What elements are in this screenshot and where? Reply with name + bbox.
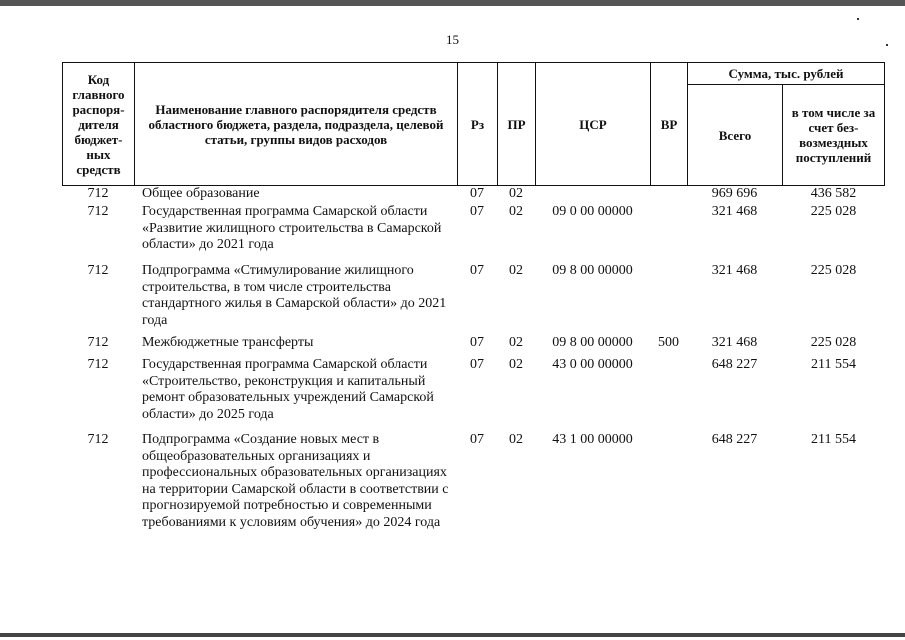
cell-kod: 712: [87, 357, 109, 372]
cell-csr: 09 8 00 00000: [552, 263, 633, 278]
cell-pr: 02: [509, 263, 523, 278]
cell-pr: 02: [509, 186, 523, 201]
cell-kod: 712: [87, 263, 109, 278]
cell-total: 321 468: [711, 263, 758, 278]
cell-kod: 712: [87, 204, 109, 219]
scan-bottom-edge: [0, 633, 905, 637]
cell-including: 436 582: [810, 186, 857, 201]
header-total: Всего: [687, 84, 782, 185]
cell-total: 321 468: [711, 335, 758, 350]
header-pr: ПР: [497, 62, 535, 185]
cell-name: Общее образование: [142, 186, 260, 201]
cell-rz: 07: [470, 204, 484, 219]
cell-pr: 02: [509, 432, 523, 447]
cell-csr: 09 8 00 00000: [552, 335, 633, 350]
header-vr: ВР: [650, 62, 687, 185]
cell-pr: 02: [509, 357, 523, 372]
cell-rz: 07: [470, 357, 484, 372]
cell-name: Государственная программа Самарской области «Развитие жилищного строительства в Самарской области» до 2021 года: [142, 204, 442, 252]
cell-csr: 09 0 00 00000: [552, 204, 633, 219]
header-kod: Код главного распоря-дителя бюджет-ных средств: [62, 62, 134, 185]
cell-total: 648 227: [711, 432, 758, 447]
cell-including: 225 028: [810, 204, 857, 219]
cell-total: 969 696: [711, 186, 758, 201]
header-including: в том числе за счет без-возмездных поступлений: [782, 84, 885, 185]
cell-including: 211 554: [811, 432, 856, 447]
cell-kod: 712: [87, 432, 109, 447]
cell-pr: 02: [509, 335, 523, 350]
cell-name: Подпрограмма «Стимулирование жилищного строительства, в том числе строительства стандартного жилья в Самарской области» до 2021 года: [142, 263, 447, 328]
cell-including: 225 028: [810, 335, 857, 350]
cell-rz: 07: [470, 263, 484, 278]
cell-csr: 43 0 00 00000: [552, 357, 633, 372]
header-sum-title: Сумма, тыс. рублей: [687, 62, 885, 84]
cell-name: Государственная программа Самарской области «Строительство, реконструкция и капитальный ремонт образовательных учреждений Самарской области» до 2025 года: [142, 357, 434, 422]
header-rz: Рз: [457, 62, 497, 185]
cell-rz: 07: [470, 432, 484, 447]
cell-csr: 43 1 00 00000: [552, 432, 633, 447]
cell-including: 211 554: [811, 357, 856, 372]
scan-top-edge: [0, 0, 905, 6]
cell-total: 321 468: [711, 204, 758, 219]
page-number: 15: [446, 32, 459, 47]
cell-name: Межбюджетные трансферты: [142, 335, 314, 350]
header-csr: ЦСР: [535, 62, 650, 185]
cell-name: Подпрограмма «Создание новых мест в общеобразовательных организациях и профессиональных образовательных организациях на территории Самарской области в соответствии с прогнозируемой потребностью и современными требованиями к условиям обучения» до 2024 года: [142, 432, 449, 530]
cell-pr: 02: [509, 204, 523, 219]
cell-including: 225 028: [810, 263, 857, 278]
cell-kod: 712: [87, 335, 109, 350]
scan-speck: [857, 18, 859, 20]
cell-total: 648 227: [711, 357, 758, 372]
header-name: Наименование главного распорядителя средств областного бюджета, раздела, подраздела, целевой статьи, группы видов расходов: [134, 62, 457, 185]
cell-vr: 500: [658, 335, 679, 350]
cell-kod: 712: [87, 186, 109, 201]
cell-rz: 07: [470, 186, 484, 201]
cell-rz: 07: [470, 335, 484, 350]
